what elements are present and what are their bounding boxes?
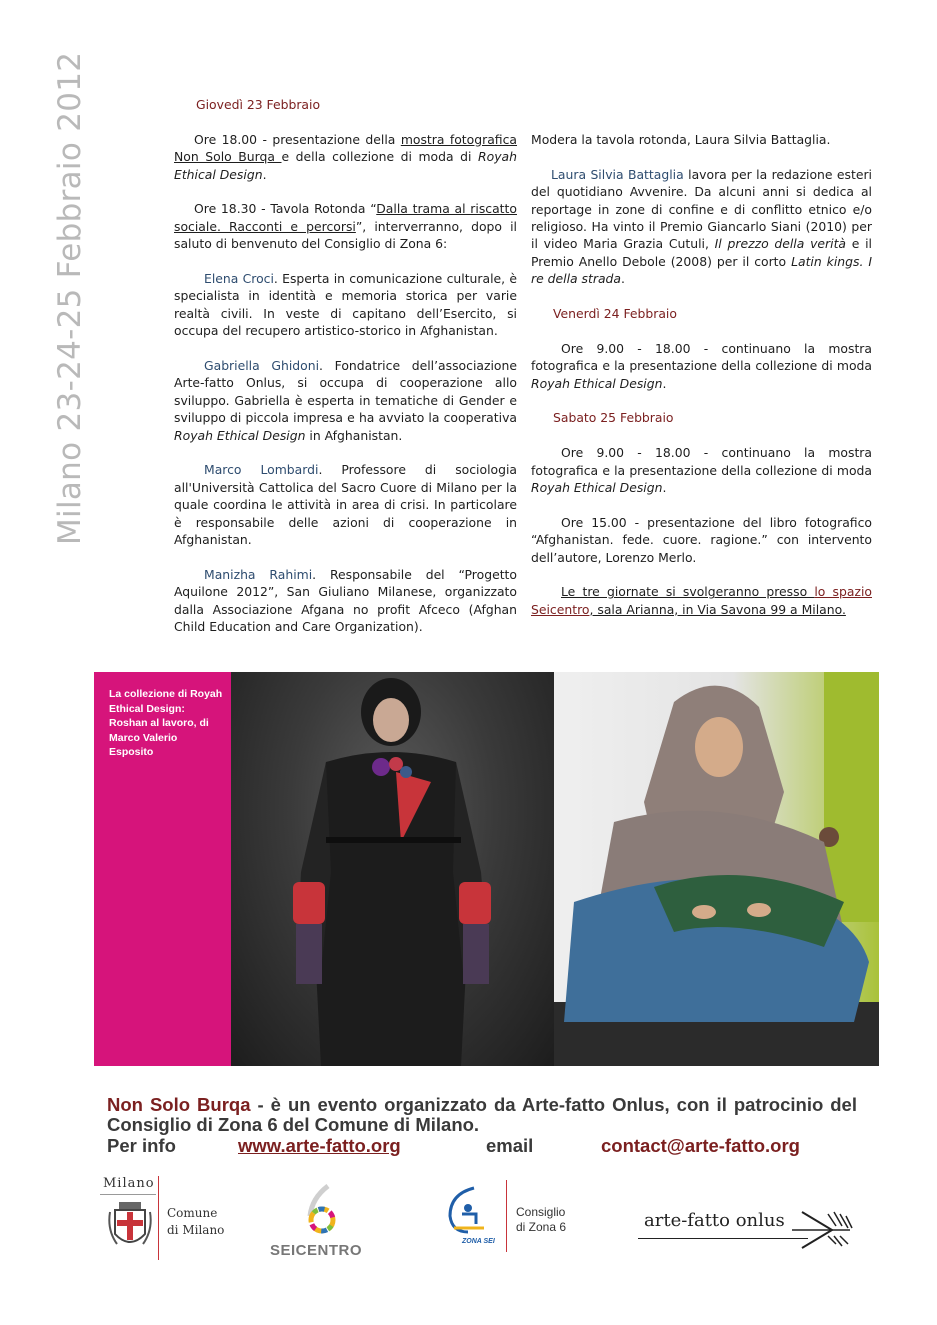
milano-word: Milano [103,1176,155,1191]
speaker-name: Elena Croci [204,271,274,287]
roundtable-link[interactable]: Dalla trama al riscatto sociale. Racconti e percorsi [174,201,517,234]
text: Ore 9.00 - 18.00 - continuano la mostra fotografica e la presentazione della collezione di moda [531,340,872,374]
speaker-bio: . Esperta in comunicazione culturale, è specialista in identità e memoria storica per varie realtà civili. In veste di capitano dell’Esercito, si occupa del recupero artistico-storico in Afghanistan. [174,271,517,339]
speaker-bio: . Professore di sociologia all'Università Cattolica del Sacro Cuore di Milano per la quale coordina le attività in area di crisi. In particolare è responsabile delle azioni di cooperazione in Afghanistan. [174,462,517,548]
text: ”, interverranno, dopo il saluto di benvenuto del Consiglio di Zona 6: [174,218,517,252]
consiglio-line-2: di Zona 6 [516,1220,567,1234]
info-row [107,1135,827,1157]
speaker-name: Laura Silvia Battaglia [551,166,684,182]
speaker-bio: . [621,271,625,287]
workshop-illustration [554,672,879,1066]
seicentro-name: SEICENTRO [270,1242,363,1259]
paragraph-roundtable [174,200,517,252]
speaker-ghidoni [174,357,517,444]
loom-shuttle-icon [788,1192,858,1252]
comune-line-1: Comune [167,1206,218,1220]
speaker-name: Gabriella Ghidoni [204,358,320,374]
side-title: Milano 23-24-25 Febbraio 2012 [52,51,88,545]
venue-link[interactable]: lo spazio Seicentro [531,584,872,617]
paragraph-saturday-2: Ore 15.00 - presentazione del libro fotografico “Afghanistan. fede. cuore. ragione.” con intervento dell’autore, Lorenzo Merlo. [531,514,872,565]
consiglio-zona6-logo [444,1180,584,1252]
speaker-bio: in Afghanistan. [305,427,403,443]
date-thursday: Giovedì 23 Febbraio [196,97,321,112]
venue-text: Le tre giornate si svolgeranno presso [561,584,815,600]
brand-name: Royah Ethical Design [531,375,663,391]
speaker-battaglia [531,166,872,288]
text: Ore 9.00 - 18.00 - continuano la mostra fotografica e la presentazione della collezione di moda [531,445,872,478]
fashion-photo [231,672,554,1066]
paragraph-saturday-1 [531,444,872,496]
brand-name: Royah Ethical Design [174,149,517,182]
photo-caption: La collezione di Royah Ethical Design: Roshan al lavoro, di Marco Valerio Esposito [109,688,223,758]
text: Ore 18.00 - presentazione della [194,131,401,147]
work-title: Il prezzo della verità [714,236,847,252]
seicentro-six-icon [302,1182,342,1238]
sponsor-logos [0,1170,937,1280]
info-label: Per info [107,1135,176,1156]
artefatto-name: arte-fatto onlus [644,1210,785,1231]
event-brand: Non Solo Burqa [107,1094,251,1115]
speaker-bio: . Fondatrice dell’associazione Arte-fatto Onlus, si occupa di cooperazione allo sviluppo. Gabriella è esperta in tematiche di Gender e sviluppo di piccola impresa e ha avviato la cooperativa [174,358,517,426]
right-column [531,131,872,636]
milano-crest-icon [105,1200,155,1256]
brand-name: Royah Ethical Design [531,480,663,496]
consiglio-line-1: Consiglio [516,1205,566,1219]
text: . [662,480,667,496]
speaker-name: Manizha Rahimi [204,566,313,582]
date-friday: Venerdì 24 Febbraio [553,306,677,322]
text: . [262,166,267,182]
speaker-rahimi [174,566,517,636]
date-saturday: Sabato 25 Febbraio [553,410,674,426]
moderator-line: Modera la tavola rotonda, Laura Silvia Battaglia. [531,132,831,147]
paragraph-friday [531,340,872,392]
workshop-photo [554,672,879,1066]
fashion-illustration [231,672,554,1066]
text: Ore 18.30 - Tavola Rotonda “ [194,201,377,217]
caption-panel [94,672,231,1066]
comune-line-2: di Milano [167,1223,225,1237]
artefatto-logo [638,1192,858,1262]
comune-milano-logo [100,1176,225,1260]
venue-text: , sala Arianna, in Via Savona 99 a Milano. [589,601,846,617]
website-link[interactable]: www.arte-fatto.org [238,1135,401,1156]
speaker-lombardi [174,461,517,548]
left-column [174,96,517,653]
zona-sei-icon [444,1184,490,1240]
email-label: email [486,1135,534,1156]
paragraph-venue [531,583,872,618]
email-link[interactable]: contact@arte-fatto.org [601,1135,800,1156]
speaker-bio: e il Premio Anello Debole (2008) per il corto [531,236,872,269]
text: . [662,375,667,391]
speaker-name: Marco Lombardi [204,462,319,478]
work-title: Latin kings. I re della strada [531,253,872,287]
seicentro-logo [266,1182,378,1262]
brand-name: Royah Ethical Design [174,427,306,443]
paragraph-exhibition [174,131,517,183]
zona-sei-label: ZONA SEI [462,1238,495,1245]
photo-area [94,672,879,1066]
footer-text: - è un evento organizzato da Arte-fatto Onlus, con il patrocinio del Consiglio di Zona 6 del Comune di Milano. [107,1094,857,1135]
speaker-croci [174,270,517,340]
footer-statement [107,1095,857,1135]
speaker-bio: . Responsabile del “Progetto Aquilone 2012”, San Giuliano Milanese, organizzato dalla Associazione Afgana no profit Afceco (Afghan Child Education and Care Organization). [174,566,517,635]
speaker-bio: lavora per la redazione esteri del quotidiano Avvenire. Da alcuni anni si dedica al reportage in zone di confine e di conflitto etnico e/o religioso. Ha vinto il Premio Giancarlo Siani (2010) per il video Maria Grazia Cutuli, [531,166,873,252]
exhibition-link[interactable]: mostra fotografica Non Solo Burqa [174,131,518,165]
text: e della collezione di moda di [281,149,478,165]
